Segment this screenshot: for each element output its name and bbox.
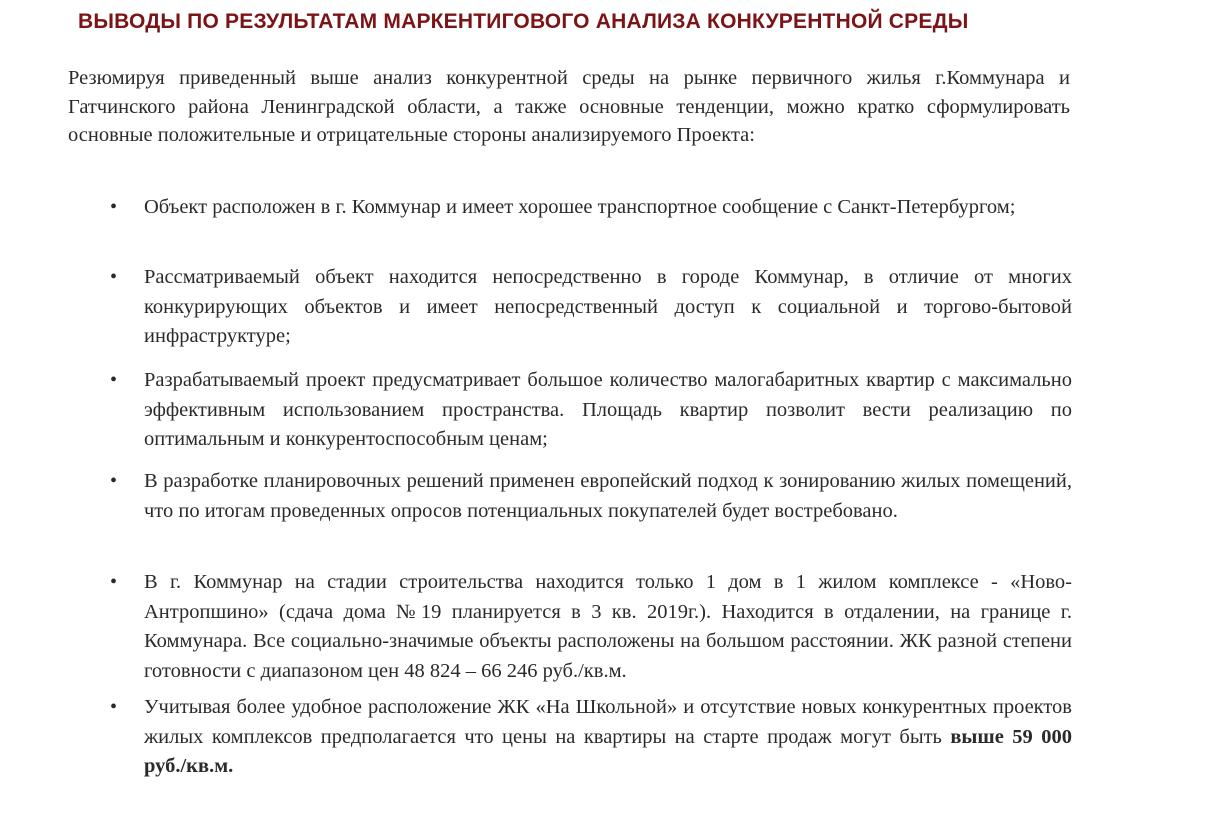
list-item bbox=[110, 467, 1072, 526]
list-item-text: Рассматриваемый объект находится непосредственно в городе Коммунар, в отличие от многих конкурирующих объектов и имеет непосредственный доступ к социальной и торгово-бытовой инфраструктуре; bbox=[144, 266, 1072, 347]
list-item bbox=[110, 693, 1072, 782]
bullet-dot-icon: • bbox=[110, 696, 118, 718]
page-title: ВЫВОДЫ ПО РЕЗУЛЬТАТАМ МАРКЕНТИГОВОГО АНАЛИЗА КОНКУРЕНТНОЙ СРЕДЫ bbox=[78, 10, 969, 33]
list-item-text: В г. Коммунар на стадии строительства находится только 1 дом в 1 жилом комплексе - «Ново-Антропшино» (сдача дома №19 планируется в 3 кв. 2019г.). Находится в отдалении, на границе г. Коммунара. Все социально-значимые объекты расположены на большом расстоянии. ЖК разной степени готовности с диапазоном цен 48 824 – 66 246 руб./кв.м. bbox=[144, 571, 1072, 682]
list-item bbox=[110, 193, 1072, 223]
list-item-text: Объект расположен в г. Коммунар и имеет хорошее транспортное сообщение с Санкт-Петербургом; bbox=[144, 196, 1016, 218]
bullet-dot-icon: • bbox=[110, 369, 118, 391]
bullet-dot-icon: • bbox=[110, 196, 118, 218]
intro-paragraph: Резюмируя приведенный выше анализ конкурентной среды на рынке первичного жилья г.Коммунара и Гатчинского района Ленинградской области, а также основные тенденции, можно кратко сформулировать основные положительные и отрицательные стороны анализируемого Проекта: bbox=[68, 67, 1070, 146]
list-item-text: В разработке планировочных решений применен европейский подход к зонированию жилых помещений, что по итогам проведенных опросов потенциальных покупателей будет востребовано. bbox=[144, 470, 1072, 522]
bullet-dot-icon: • bbox=[110, 470, 118, 492]
bullet-dot-icon: • bbox=[110, 571, 118, 593]
list-item bbox=[110, 366, 1072, 455]
list-item bbox=[110, 568, 1072, 686]
list-item-text: Разрабатываемый проект предусматривает большое количество малогабаритных квартир с максимально эффективным использованием пространства. Площадь квартир позволит вести реализацию по оптимальным и конкурентоспособным ценам; bbox=[144, 369, 1072, 450]
list-item bbox=[110, 263, 1072, 352]
price-highlight: выше 59 000 руб./кв.м. bbox=[144, 725, 1072, 777]
bullet-dot-icon: • bbox=[110, 266, 118, 288]
list-item-text: Учитывая более удобное расположение ЖК «На Школьной» и отсутствие новых конкурентных проектов жилых комплексов предполагается что цены на квартиры на старте продаж могут быть bbox=[144, 696, 1072, 748]
